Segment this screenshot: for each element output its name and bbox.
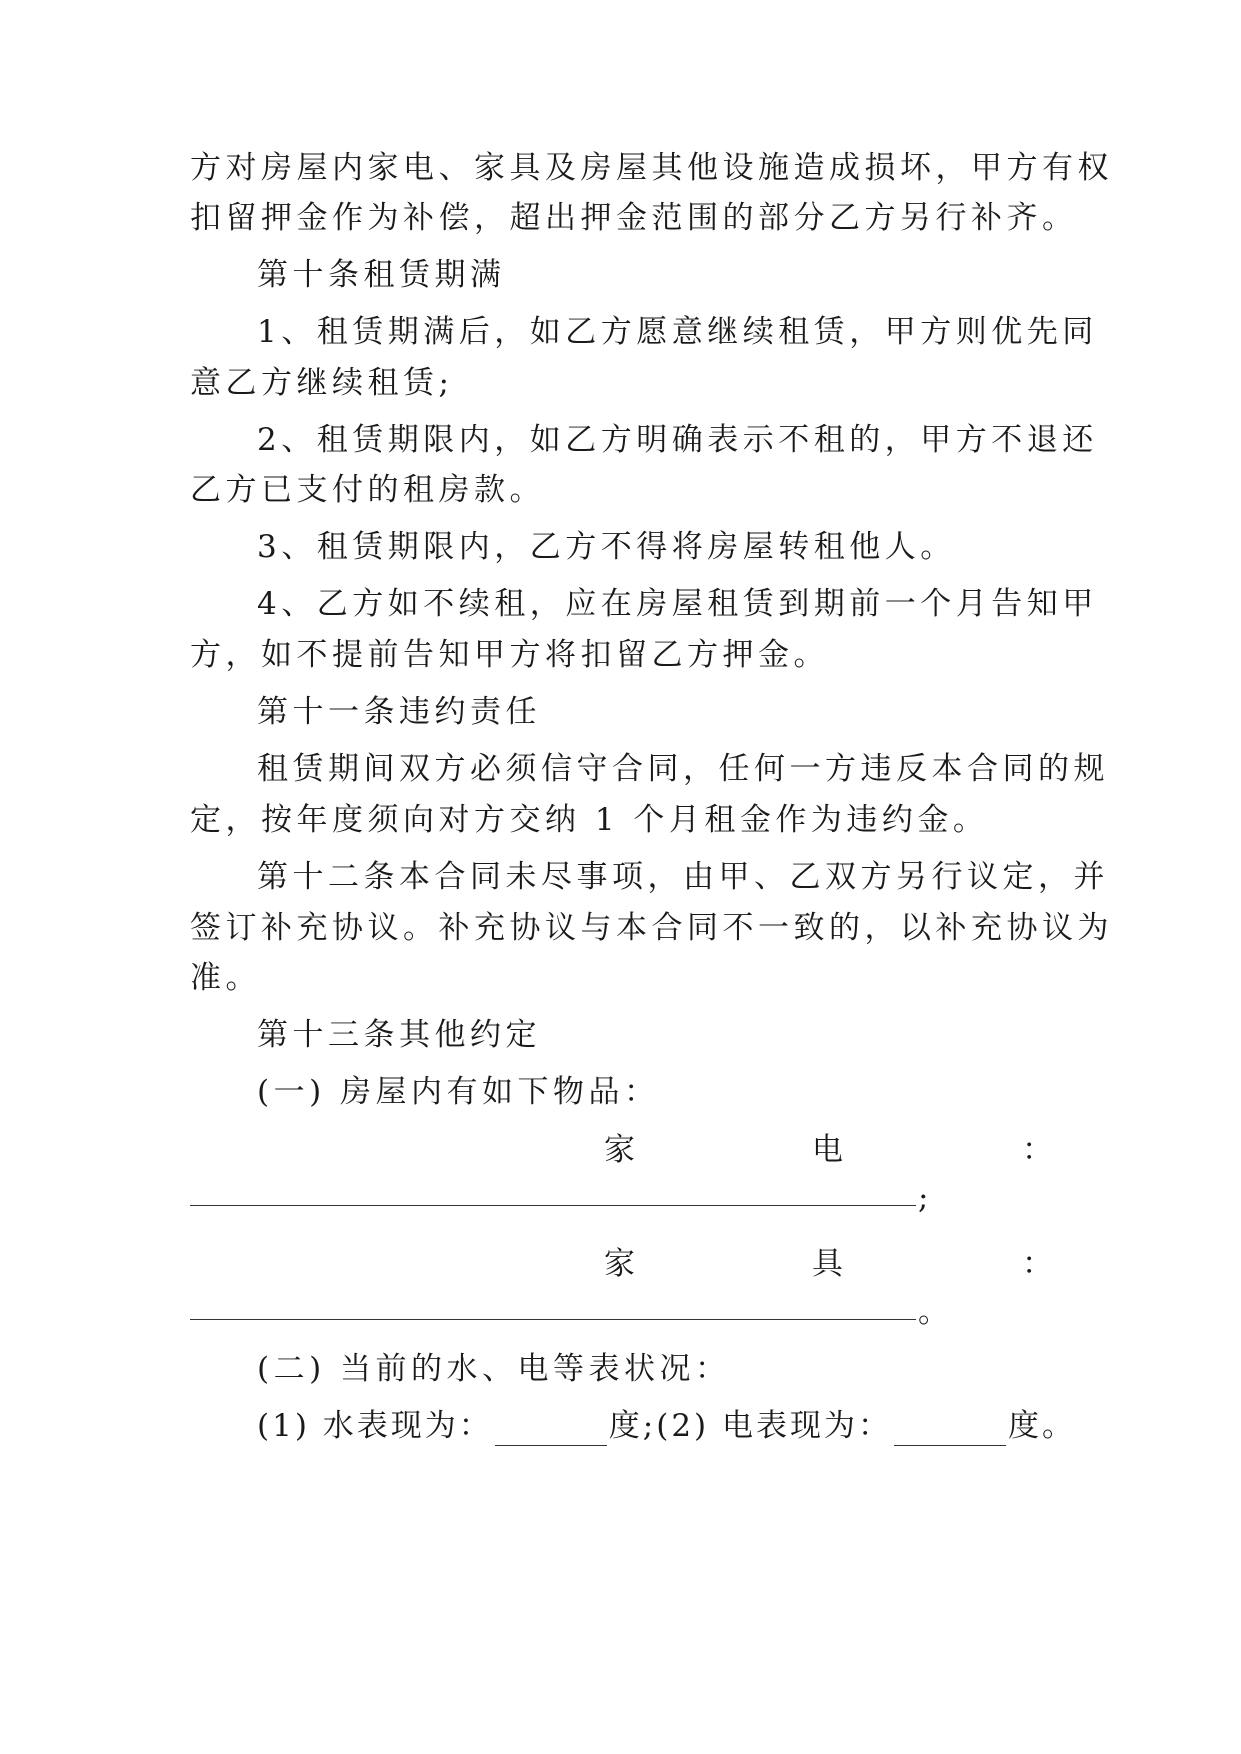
water-meter-unit: 度; xyxy=(608,1408,657,1444)
water-meter-blank xyxy=(495,1415,607,1446)
appliances-colon: ： xyxy=(1022,1132,1053,1168)
furniture-char-1: 家 xyxy=(604,1246,635,1282)
paragraph-line: 3、租赁期限内，乙方不得将房屋转租他人。 xyxy=(257,529,956,565)
electric-meter-label: (2) 电表现为： xyxy=(656,1408,892,1444)
paragraph-line: 1、租赁期满后，如乙方愿意继续租赁，甲方则优先同 xyxy=(257,314,1098,350)
paragraph-line: 方，如不提前告知甲方将扣留乙方押金。 xyxy=(190,637,829,673)
appliances-end-punct: ; xyxy=(918,1180,929,1216)
furniture-colon: ： xyxy=(1022,1246,1053,1282)
section-heading: 第十一条违约责任 xyxy=(257,694,541,730)
paragraph-line: 意乙方继续租赁; xyxy=(190,365,454,401)
appliances-blank-line xyxy=(190,1205,916,1206)
section-heading: 第十三条其他约定 xyxy=(257,1017,541,1053)
paragraph-line: 4、乙方如不续租，应在房屋租赁到期前一个月告知甲 xyxy=(257,586,1098,622)
paragraph-line: 扣留押金作为补偿，超出押金范围的部分乙方另行补齐。 xyxy=(190,200,1078,236)
furniture-end-punct: 。 xyxy=(918,1294,949,1330)
paragraph-line: 签订补充协议。补充协议与本合同不一致的，以补充协议为 xyxy=(190,910,1113,946)
paragraph-line: 2、租赁期限内，如乙方明确表示不租的，甲方不退还 xyxy=(257,422,1098,458)
electric-meter-unit: 度。 xyxy=(1007,1408,1076,1444)
paragraph-line: 租赁期间双方必须信守合同，任何一方违反本合同的规 xyxy=(257,751,1109,787)
paragraph-line: 定，按年度须向对方交纳 1 个月租金作为违约金。 xyxy=(190,802,989,838)
electric-meter-blank xyxy=(894,1415,1006,1446)
paragraph-line: 乙方已支付的租房款。 xyxy=(190,472,545,508)
paragraph-line: 方对房屋内家电、家具及房屋其他设施造成损坏，甲方有权 xyxy=(190,150,1113,186)
meters-heading: (二) 当前的水、电等表状况： xyxy=(257,1351,731,1387)
paragraph-line: 第十二条本合同未尽事项，由甲、乙双方另行议定，并 xyxy=(257,859,1109,895)
furniture-char-2: 具 xyxy=(812,1246,843,1282)
paragraph-line: (一) 房屋内有如下物品： xyxy=(257,1074,660,1110)
paragraph-line: 准。 xyxy=(190,960,261,996)
appliances-char-1: 家 xyxy=(604,1132,635,1168)
appliances-char-2: 电 xyxy=(812,1132,843,1168)
section-heading: 第十条租赁期满 xyxy=(257,257,506,293)
water-meter-label: (1) 水表现为： xyxy=(257,1408,493,1444)
meters-line xyxy=(257,1406,1117,1446)
furniture-blank-line xyxy=(190,1319,916,1320)
